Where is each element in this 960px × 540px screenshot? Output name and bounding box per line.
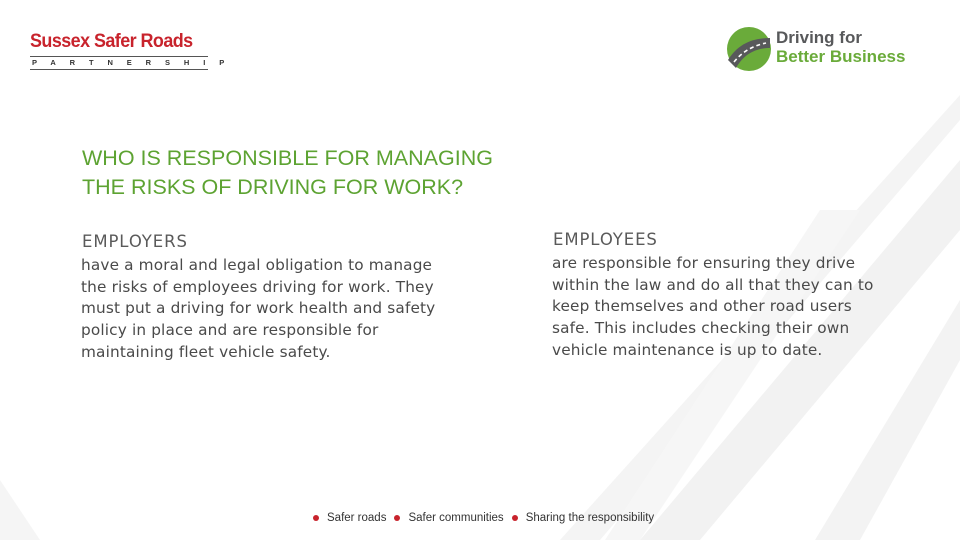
footer-item-label: Sharing the responsibility bbox=[525, 512, 655, 524]
footer-item-label: Safer roads bbox=[327, 512, 387, 524]
driving-for-better-business-logo bbox=[726, 26, 936, 72]
employees-label: EMPLOYEES bbox=[553, 230, 658, 249]
sussex-safer-roads-logo bbox=[30, 30, 239, 70]
dfbb-logo-line2: Better Business bbox=[776, 47, 906, 66]
dfbb-logo-line1: Driving for bbox=[776, 28, 862, 47]
sussex-logo-title: Sussex Safer Roads bbox=[30, 30, 193, 52]
employers-body: have a moral and legal obligation to manage the risks of employees driving for work. They must put a driving for work health and safety policy in place and are responsible for maintaining fleet vehicle safety. bbox=[81, 256, 436, 361]
page-title-line1: WHO IS RESPONSIBLE FOR MANAGING bbox=[82, 146, 493, 170]
page-title bbox=[82, 144, 702, 202]
footer-tagline bbox=[313, 509, 662, 527]
page-title-line2: THE RISKS OF DRIVING FOR WORK? bbox=[82, 175, 464, 199]
road-curve-icon bbox=[726, 26, 772, 72]
footer-item-label: Safer communities bbox=[408, 512, 504, 524]
footer-item bbox=[313, 512, 386, 524]
sussex-logo-rule-bottom bbox=[30, 69, 208, 70]
employers-label: EMPLOYERS bbox=[82, 232, 188, 251]
bullet-dot-icon bbox=[313, 515, 319, 521]
footer-item bbox=[394, 512, 503, 524]
bullet-dot-icon bbox=[394, 515, 400, 521]
bullet-dot-icon bbox=[512, 515, 518, 521]
employees-body: are responsible for ensuring they drive within the law and do all that they can to keep themselves and other road users safe. This includes checking their own vehicle maintenance is up to date. bbox=[552, 254, 874, 359]
footer-item bbox=[512, 512, 655, 524]
sussex-logo-subtitle: PARTNERSHIP bbox=[32, 58, 239, 67]
